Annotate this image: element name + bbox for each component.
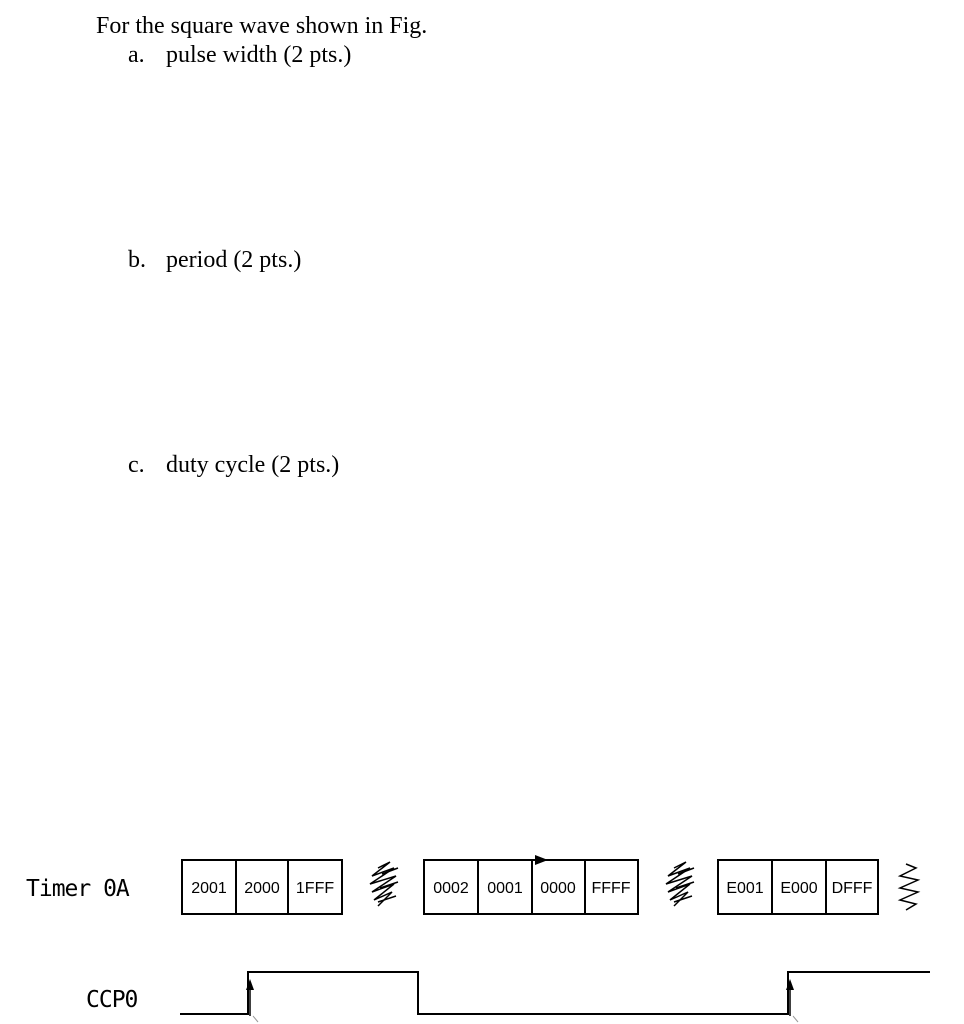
timing-diagram	[0, 840, 964, 1024]
part-a-label: a.	[128, 42, 145, 68]
rollover-arrow-icon	[532, 855, 548, 865]
timer-value-cell: DFFF	[831, 880, 873, 897]
timer-value-cell: 2001	[191, 880, 227, 897]
part-c-label: c.	[128, 452, 145, 478]
part-b-label: b.	[128, 247, 146, 273]
part-c-text: duty cycle (2 pts.)	[166, 452, 340, 478]
timer-value-cell: 1FFF	[295, 880, 335, 897]
part-b-text: period (2 pts.)	[166, 247, 302, 273]
break-icon	[900, 864, 918, 910]
timer-value-cell: 2000	[244, 880, 280, 897]
timer-value-cell: 0000	[540, 880, 576, 897]
timer-value-cell: FFFF	[591, 880, 631, 897]
timer-register-boxes	[182, 860, 878, 914]
timer-0a-label: Timer 0A	[26, 876, 129, 902]
timer-value-cell: 0002	[433, 880, 469, 897]
timer-value-cell: E000	[780, 880, 818, 897]
question-intro: For the square wave shown in Fig.	[96, 13, 428, 39]
ccp0-label: CCP0	[86, 987, 138, 1013]
ccp0-waveform	[180, 972, 930, 1014]
break-icon	[666, 862, 694, 906]
part-a-text: pulse width (2 pts.)	[166, 42, 352, 68]
break-icon	[370, 862, 398, 906]
timer-value-cell: E001	[726, 880, 764, 897]
timer-value-cell: 0001	[487, 880, 523, 897]
